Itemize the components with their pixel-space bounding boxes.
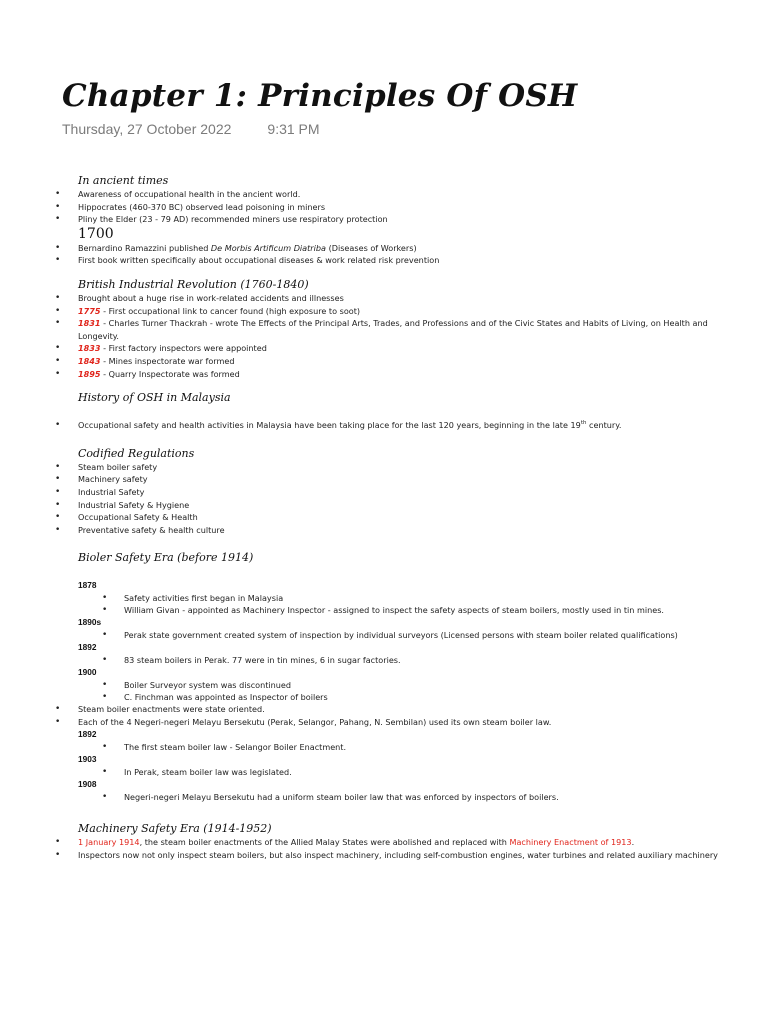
- list-item: [0, 305, 768, 318]
- page-date: Thursday, 27 October 2022: [62, 121, 232, 137]
- year-highlight: 1831: [78, 318, 101, 329]
- sub-list-item: • Negeri-negeri Melayu Bersekutu had a uniform steam boiler law that was enforced by inspectors of boilers.: [0, 791, 768, 803]
- section-heading-british: British Industrial Revolution (1760-1840): [78, 277, 309, 291]
- note-content: [0, 173, 768, 862]
- list-item: • Machinery safety: [0, 473, 768, 486]
- list-item: • Hippocrates (460-370 BC) observed lead poisoning in miners: [0, 201, 768, 214]
- sub-list-item: • 83 steam boilers in Perak. 77 were in tin mines, 6 in sugar factories.: [0, 654, 768, 666]
- book-title: De Morbis Artificum Diatriba: [210, 242, 326, 253]
- sub-list-item: • C. Finchman was appointed as Inspector of boilers: [0, 691, 768, 703]
- list-item: • Steam boiler enactments were state oriented.: [0, 703, 768, 716]
- year-label: 1892: [78, 642, 97, 653]
- section-heading-ancient: In ancient times: [78, 174, 169, 187]
- list-item: [0, 355, 768, 368]
- list-item: • Pliny the Elder (23 - 79 AD) recommended miners use respiratory protection: [0, 213, 768, 226]
- year-label: 1878: [78, 580, 97, 591]
- sub-list-item: • Boiler Surveyor system was discontinued: [0, 679, 768, 691]
- section-heading-1700: 1700: [78, 225, 114, 242]
- list-item: • First book written specifically about occupational diseases & work related risk prevention: [0, 254, 768, 267]
- list-item: • Steam boiler safety: [0, 461, 768, 474]
- section-heading-codified: Codified Regulations: [78, 446, 195, 460]
- list-item: • Preventative safety & health culture: [0, 524, 768, 537]
- year-highlight: 1833: [78, 343, 101, 354]
- year-highlight: 1895: [78, 368, 101, 379]
- year-label: 1903: [78, 754, 97, 765]
- section-heading-malaysia: History of OSH in Malaysia: [78, 391, 231, 405]
- year-highlight: 1843: [78, 355, 101, 366]
- sub-list-item: • William Givan - appointed as Machinery Inspector - assigned to inspect the safety aspects of steam boilers, mostly used in tin mines.: [0, 604, 768, 616]
- section-heading-boiler: Bioler Safety Era (before 1914): [78, 551, 254, 565]
- page-datetime: [62, 121, 320, 137]
- year-label: 1890s: [78, 617, 102, 628]
- list-item: • Industrial Safety: [0, 486, 768, 499]
- year-highlight: 1775: [78, 305, 101, 316]
- sub-list-item: • Safety activities first began in Malaysia: [0, 592, 768, 604]
- item-text: (Diseases of Workers): [326, 242, 417, 253]
- list-item: • Awareness of occupational health in the ancient world.: [0, 188, 768, 201]
- item-text: - First factory inspectors were appointed: [100, 343, 267, 354]
- item-text: , the steam boiler enactments of the Allied Malay States were abolished and replaced with: [139, 837, 510, 848]
- date-highlight: 1 January 1914: [78, 837, 140, 848]
- list-item: [0, 419, 768, 432]
- year-label: 1908: [78, 779, 97, 790]
- year-label: 1900: [78, 667, 97, 678]
- section-heading-machinery: Machinery Safety Era (1914-1952): [78, 822, 272, 836]
- list-item: [0, 368, 768, 381]
- sub-list-item: • The first steam boiler law - Selangor Boiler Enactment.: [0, 741, 768, 753]
- item-text: Bernardino Ramazzini published: [78, 242, 211, 253]
- list-item: [0, 836, 768, 849]
- law-highlight: Machinery Enactment of 1913: [509, 837, 632, 848]
- list-item: • Brought about a huge rise in work-related accidents and illnesses: [0, 292, 768, 305]
- sub-list-item: • Perak state government created system of inspection by individual surveyors (Licensed persons with steam boiler related qualifications): [0, 629, 768, 641]
- item-text: - First occupational link to cancer found (high exposure to soot): [100, 305, 361, 316]
- superscript: th: [580, 420, 587, 427]
- list-item: • Inspectors now not only inspect steam boilers, but also inspect machinery, including self-combustion engines, water turbines and related auxiliary machinery: [0, 849, 768, 862]
- list-item: • Occupational Safety & Health: [0, 511, 768, 524]
- item-text: - Quarry Inspectorate was formed: [100, 368, 240, 379]
- list-item: [0, 242, 768, 255]
- page-time: 9:31 PM: [267, 121, 320, 137]
- page-title: Chapter 1: Principles Of OSH: [62, 78, 578, 114]
- item-text: .: [631, 837, 635, 848]
- list-item: • Industrial Safety & Hygiene: [0, 499, 768, 512]
- list-item: • Each of the 4 Negeri-negeri Melayu Bersekutu (Perak, Selangor, Pahang, N. Sembilan) used its own steam boiler law.: [0, 716, 768, 729]
- item-text: - Mines inspectorate war formed: [100, 355, 235, 366]
- item-text: Occupational safety and health activities in Malaysia have been taking place for the last 120 years, beginning in the late 19: [78, 420, 581, 431]
- item-text: - Charles Turner Thackrah - wrote The Effects of the Principal Arts, Trades, and Professions and of the Civic States and Habits of Living, on Health and Longevity.: [78, 318, 708, 341]
- year-label: 1892: [78, 729, 97, 740]
- item-text: century.: [586, 420, 622, 431]
- list-item: [0, 317, 768, 342]
- sub-list-item: • In Perak, steam boiler law was legislated.: [0, 766, 768, 778]
- list-item: [0, 342, 768, 355]
